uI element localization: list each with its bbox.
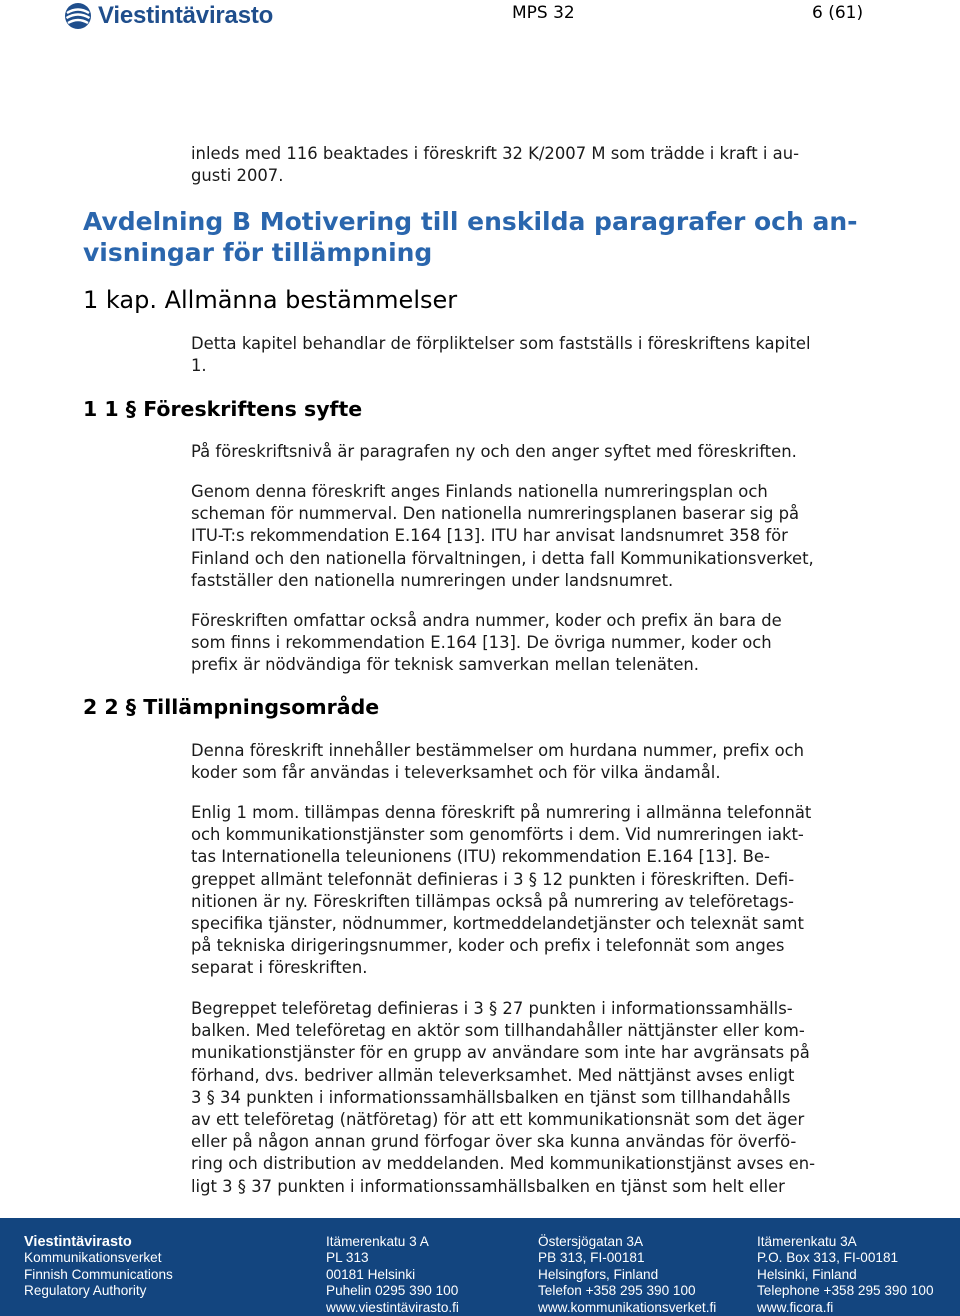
text-line: Begreppet teleföretag definieras i 3 § 27 punkten i informationssamhälls- <box>191 999 793 1018</box>
chapter-intro-paragraph <box>191 333 891 377</box>
footer-column-swedish <box>538 1234 716 1316</box>
text-line: Finland och den nationella förvaltningen, i detta fall Kommunikationsverket, <box>191 548 814 568</box>
text-line: Föreskriften omfattar också andra nummer, koder och prefix än bara de <box>191 611 782 630</box>
footer-text: PB 313, FI-00181 <box>538 1250 645 1266</box>
text-line: balken. Med teleföretag en aktör som tillhandahåller nättjänster eller kom- <box>191 1021 805 1041</box>
text-line: förhand, dvs. bedriver allmän televerksamhet. Med nättjänst avses enligt <box>191 1065 795 1085</box>
heading-line: Avdelning B Motivering till enskilda paragrafer och an- <box>83 207 858 236</box>
logo-globe-icon <box>64 2 92 30</box>
footer-text: Helsinki, Finland <box>757 1266 857 1282</box>
text-line: separat i föreskriften. <box>191 958 368 978</box>
footer-link[interactable]: www.kommunikationsverket.fi <box>538 1299 717 1315</box>
chapter-heading: 1 kap. Allmänna bestämmelser <box>83 286 458 314</box>
footer-column-english <box>757 1234 934 1316</box>
section-1-paragraph-1 <box>191 441 891 463</box>
page-number: 6 (61) <box>812 3 864 23</box>
footer-text: Kommunikationsverket <box>24 1250 162 1266</box>
text-line: specifika tjänster, nödnummer, kortmeddelandetjänster och telexnät samt <box>191 914 804 934</box>
text-line: Enlig 1 mom. tillämpas denna föreskrift på numrering i allmänna telefonnät <box>191 803 812 822</box>
footer-link[interactable]: www.ficora.fi <box>757 1299 834 1315</box>
section-heading-avdelning-b <box>83 206 858 268</box>
logo-text: Viestintävirasto <box>98 2 274 29</box>
section-1-paragraph-3 <box>191 610 891 677</box>
footer-text: 00181 Helsinki <box>326 1266 416 1282</box>
text-line: munikationstjänster för en grupp av användare som inte har avgränsats på <box>191 1043 810 1063</box>
footer-text: P.O. Box 313, FI-00181 <box>757 1250 899 1266</box>
footer-link[interactable]: www.viestintävirasto.fi <box>326 1299 459 1315</box>
section-2-heading: 2 2 § Tillämpningsområde <box>83 695 380 719</box>
text-line: ring och distribution av meddelanden. Med kommunikationstjänst avses en- <box>191 1154 816 1174</box>
footer-text: Itämerenkatu 3A <box>757 1234 857 1249</box>
text-line: ligt 3 § 37 punkten i informationssamhällsbalken en tjänst som helt eller <box>191 1176 785 1196</box>
text-line: 1. <box>191 356 207 376</box>
page-header <box>0 0 960 34</box>
text-line: Detta kapitel behandlar de förpliktelser som fastställs i föreskriftens kapitel <box>191 334 811 353</box>
text-line: eller på någon annan grund förfogar över ska kunna användas för överfö- <box>191 1132 797 1152</box>
text-line: scheman för nummerval. Den nationella numreringsplanen baserar sig på <box>191 504 800 524</box>
footer-text: Helsingfors, Finland <box>538 1266 659 1282</box>
footer-agency-name: Viestintävirasto <box>24 1234 132 1250</box>
text-line: Genom denna föreskrift anges Finlands nationella numreringsplan och <box>191 482 768 501</box>
footer-text: Telefon +358 295 390 100 <box>538 1283 696 1299</box>
section-2-paragraph-1 <box>191 740 891 784</box>
footer-text: Östersjögatan 3A <box>538 1234 644 1249</box>
text-line: inleds med 116 beaktades i föreskrift 32 K/2007 M som trädde i kraft i au- <box>191 144 800 163</box>
footer-column-finnish <box>326 1234 459 1316</box>
text-line: nitionen är ny. Föreskriften tillämpas också på numrering av teleföretags- <box>191 891 794 911</box>
text-line: koder som får användas i televerksamhet och för vilka ändamål. <box>191 763 721 783</box>
section-1-heading: 1 1 § Föreskriftens syfte <box>83 397 363 421</box>
heading-line: visningar för tillämpning <box>83 238 433 267</box>
section-2-paragraph-3 <box>191 998 891 1198</box>
text-line: och kommunikationstjänster som genomförts i dem. Vid numreringen iakt- <box>191 825 804 845</box>
document-code: MPS 32 <box>512 3 575 23</box>
text-line: prefix är nödvändiga för teknisk samverkan mellan telenäten. <box>191 655 700 675</box>
footer-text: Regulatory Authority <box>24 1283 147 1299</box>
section-1-paragraph-2 <box>191 481 891 592</box>
text-line: tas Internationella teleunionens (ITU) rekommendation E.164 [13]. Be- <box>191 847 770 867</box>
footer-text: Itämerenkatu 3 A <box>326 1234 429 1249</box>
text-line: gusti 2007. <box>191 166 284 186</box>
footer-text: Puhelin 0295 390 100 <box>326 1283 459 1299</box>
logo <box>64 2 273 30</box>
text-line: greppet allmänt telefonnät definieras i 3 § 12 punkten i föreskriften. Defi- <box>191 869 795 889</box>
footer-text: Finnish Communications <box>24 1266 173 1282</box>
text-line: av ett teleföretag (nätföretag) för att ett kommunikationsnät som det äger <box>191 1110 805 1130</box>
intro-paragraph <box>191 143 891 187</box>
text-line: På föreskriftsnivå är paragrafen ny och den anger syftet med föreskriften. <box>191 442 797 461</box>
page-footer <box>0 1218 960 1316</box>
text-line: fastställer den nationella numreringen under landsnumret. <box>191 570 674 590</box>
text-line: ITU-T:s rekommendation E.164 [13]. ITU har anvisat landsnumret 358 för <box>191 526 788 546</box>
section-2-paragraph-2 <box>191 802 891 980</box>
text-line: Denna föreskrift innehåller bestämmelser om hurdana nummer, prefix och <box>191 741 805 760</box>
text-line: på tekniska dirigeringsnummer, koder och prefix i telefonnät som anges <box>191 936 785 956</box>
text-line: 3 § 34 punkten i informationssamhällsbalken en tjänst som tillhandahålls <box>191 1087 791 1107</box>
text-line: som finns i rekommendation E.164 [13]. De övriga nummer, koder och <box>191 633 772 653</box>
footer-text: PL 313 <box>326 1250 369 1266</box>
footer-column-agency <box>24 1234 173 1300</box>
footer-text: Telephone +358 295 390 100 <box>757 1283 934 1299</box>
